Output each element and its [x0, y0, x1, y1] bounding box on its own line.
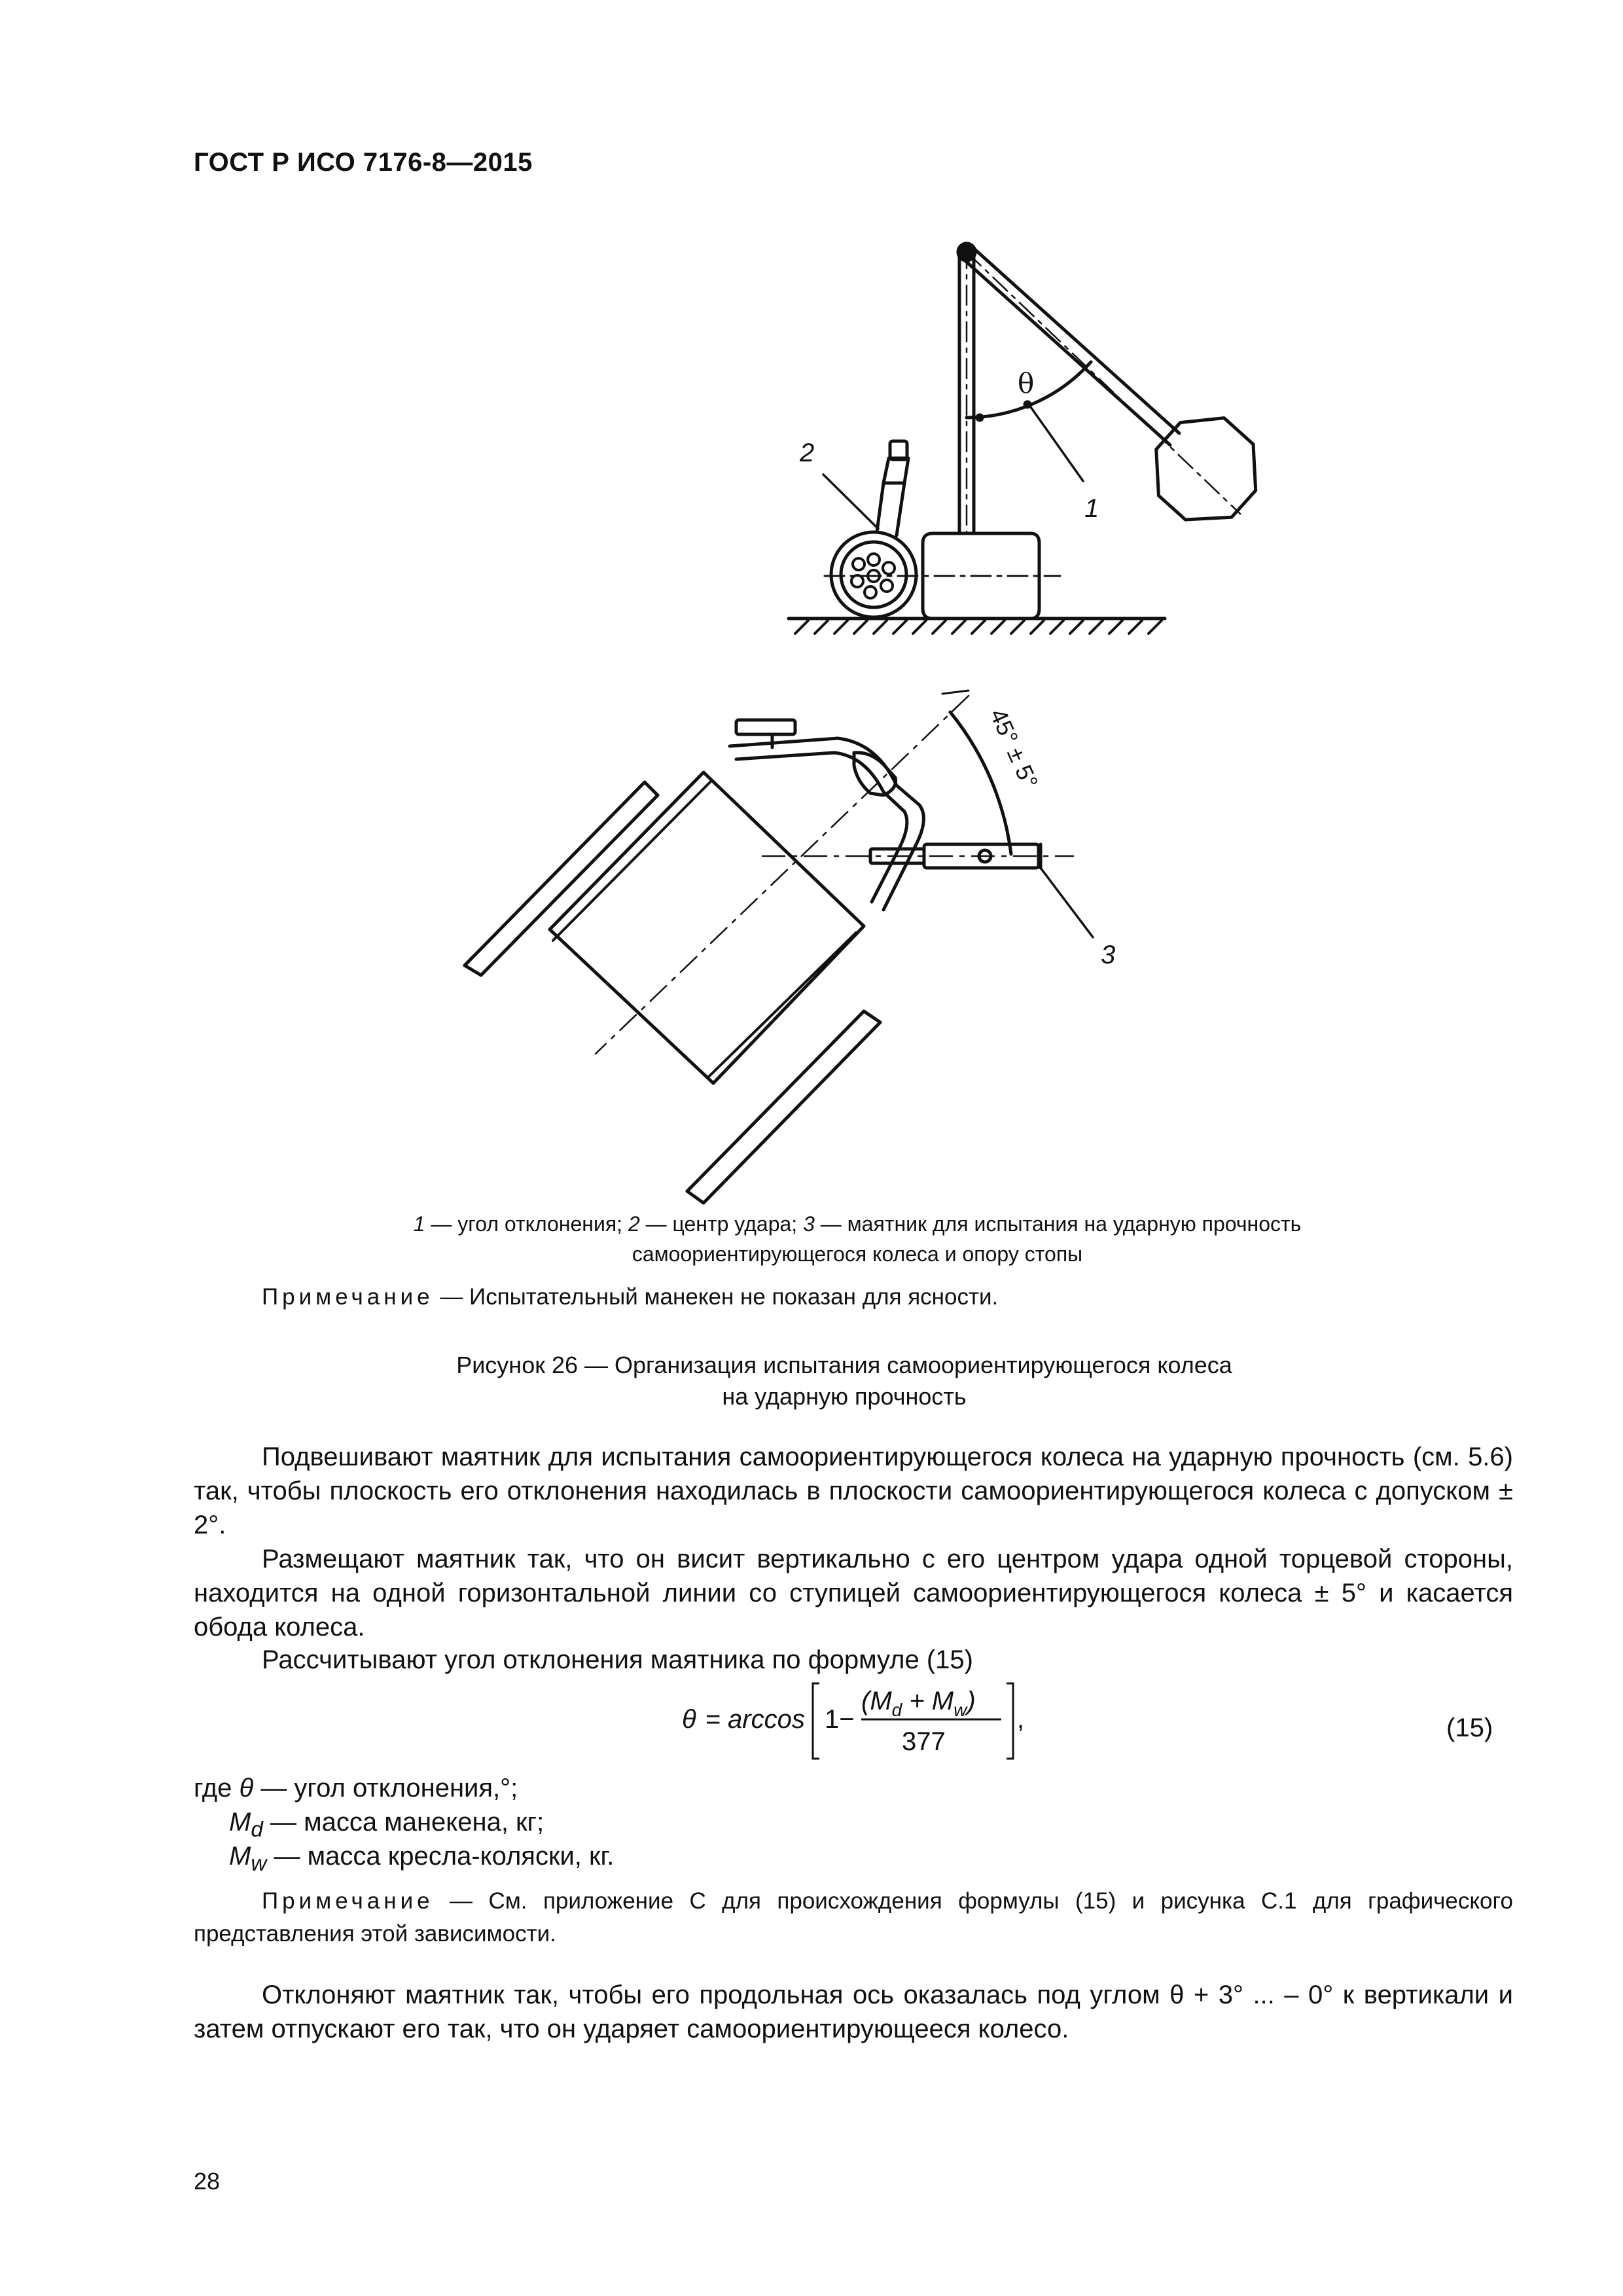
wheelchair-top-view [465, 691, 1115, 1203]
figure-note: Примечание — Испытательный манекен не показан для ясности. [262, 1284, 999, 1310]
document-header: ГОСТ Р ИСО 7176-8—2015 [194, 148, 533, 177]
svg-text:=: = [705, 1705, 721, 1734]
figure-legend-line-1: 1 — угол отклонения; 2 — центр удара; 3 — маятник для испытания на ударную прочность [413, 1212, 1302, 1236]
tolerance-angle-label: 45° ± 5° [984, 704, 1044, 793]
paragraph-2: Размещают маятник так, что он висит вертикально с его центром удара одной торцевой стороны, находится на одной горизонтальной линии со ступицей самоориентирующегося колеса ± 5° и касается обода колеса. [194, 1545, 1513, 1641]
formula-15 [674, 1677, 1132, 1762]
where-md: $M_d$ — масса манекена, кг; [229, 1808, 544, 1842]
svg-text:θ: θ [682, 1705, 696, 1734]
svg-text:,: , [1017, 1705, 1025, 1734]
where-mw: $M_w$ — масса кресла-коляски, кг. [229, 1842, 615, 1876]
callout-2: 2 [800, 439, 815, 467]
figure-legend-line-2: самоориентирующегося колеса и опору стопы [632, 1242, 1083, 1266]
figure-caption-line-1: Рисунок 26 — Организация испытания самоориентирующегося колеса [456, 1352, 1232, 1378]
paragraph-4: Отклоняют маятник так, чтобы его продольная ось оказалась под углом θ + 3° ... – 0° к вертикали и затем отпускают его так, что он ударяет самоориентирующееся колесо. [194, 1981, 1513, 2043]
paragraph-3: Рассчитывают угол отклонения маятника по формуле (15) [262, 1645, 973, 1674]
callout-1: 1 [1084, 494, 1099, 523]
svg-text:377: 377 [902, 1727, 946, 1756]
page-number: 28 [194, 2168, 221, 2195]
pendulum-side-view [789, 243, 1277, 634]
formula-number: (15) [1446, 1713, 1493, 1742]
svg-text:1−: 1− [825, 1705, 855, 1734]
ground-hatching [795, 620, 1162, 634]
svg-text:(Md + Mw): $(M_d + M_w)$ [861, 1687, 976, 1720]
paragraph-1: Подвешивают маятник для испытания самоориентирующегося колеса на ударную прочность (см. 5.6) так, чтобы плоскость его отклонения находилась в плоскости самоориентирующегося колеса с допуском ± 2°. [194, 1443, 1513, 1539]
note-formula-origin: Примечание — См. приложение С для происхождения формулы (15) и рисунка С.1 для графического представления этой зависимости. [194, 1888, 1513, 1946]
callout-3: 3 [1101, 941, 1116, 969]
angle-theta-label: θ [1018, 367, 1035, 399]
svg-text:arccos: arccos [728, 1705, 805, 1734]
figure-caption-line-2: на ударную прочность [722, 1383, 967, 1410]
where-theta: где θ — угол отклонения,°; [194, 1774, 518, 1803]
